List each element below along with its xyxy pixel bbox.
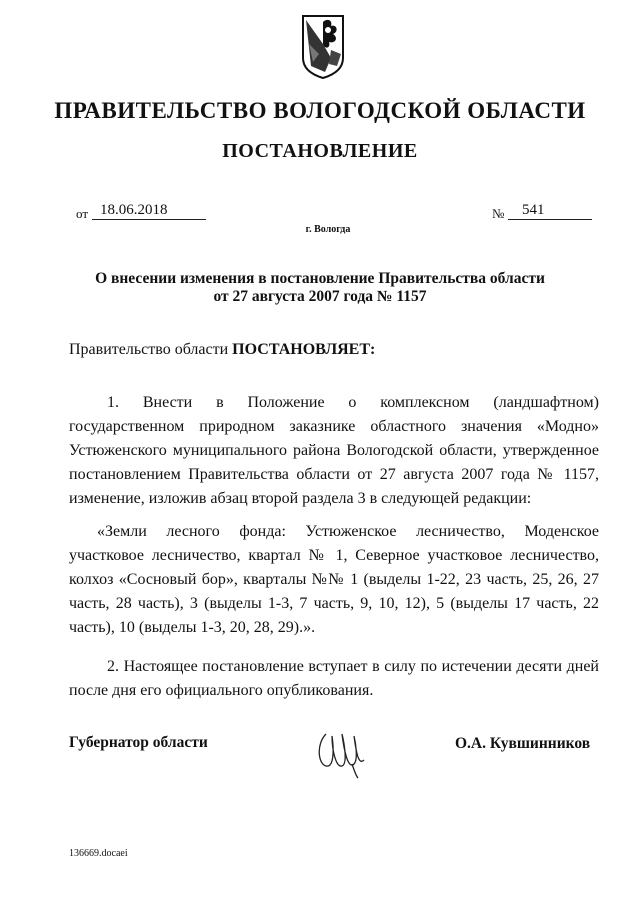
document-date: 18.06.2018 <box>100 202 168 218</box>
subject-line-2: от 27 августа 2007 года № 1157 <box>213 288 427 305</box>
paragraph-1: 1. Внести в Положение о комплексном (ландшафтном) государственном природном заказнике областного значения «Модно» Устюженского муниципального района Вологодской области, утвержденное постановлением Правительства области от 27 августа 2007 года № 1157, изменение, изложив абзац второй раздела 3 в следующей редакции: <box>69 394 599 507</box>
document-type: ПОСТАНОВЛЕНИЕ <box>222 140 418 162</box>
number-underline <box>508 219 592 220</box>
signatory-title: Губернатор области <box>69 734 208 751</box>
signatory-name: О.А. Кувшинников <box>455 735 591 752</box>
number-label: № <box>492 206 505 221</box>
declaration <box>69 341 375 359</box>
government-title: ПРАВИТЕЛЬСТВО ВОЛОГОДСКОЙ ОБЛАСТИ <box>54 98 586 123</box>
declaration-verb: ПОСТАНОВЛЯЕТ: <box>232 341 376 358</box>
paragraph-2: 2. Настоящее постановление вступает в силу по истечении десяти дней после дня его официального опубликования. <box>69 658 599 699</box>
subject-line-1: О внесении изменения в постановление Правительства области <box>95 270 545 287</box>
paragraph-quote: «Земли лесного фонда: Устюженское лесничество, Моденское участковое лесничество, квартал № 1, Северное участковое лесничество, колхоз «Сосновый бор», кварталы №№ 1 (выделы 1-22, 23 часть, 25, 26, 27 часть, 28 часть), 3 (выделы 1-3, 7 часть, 9, 10, 12), 5 (выделы 17 часть, 22 часть), 10 (выделы 1-3, 20, 28, 29).». <box>69 523 599 636</box>
declaration-prefix: Правительство области <box>69 341 229 358</box>
document-subject <box>0 270 640 306</box>
date-underline <box>92 219 206 220</box>
city: г. Вологда <box>305 224 351 235</box>
coat-of-arms-icon <box>301 14 345 80</box>
document-number: 541 <box>522 202 545 218</box>
handwritten-signature-icon <box>312 720 370 780</box>
date-label: от <box>76 206 89 221</box>
file-reference: 136669.docaei <box>69 848 128 859</box>
